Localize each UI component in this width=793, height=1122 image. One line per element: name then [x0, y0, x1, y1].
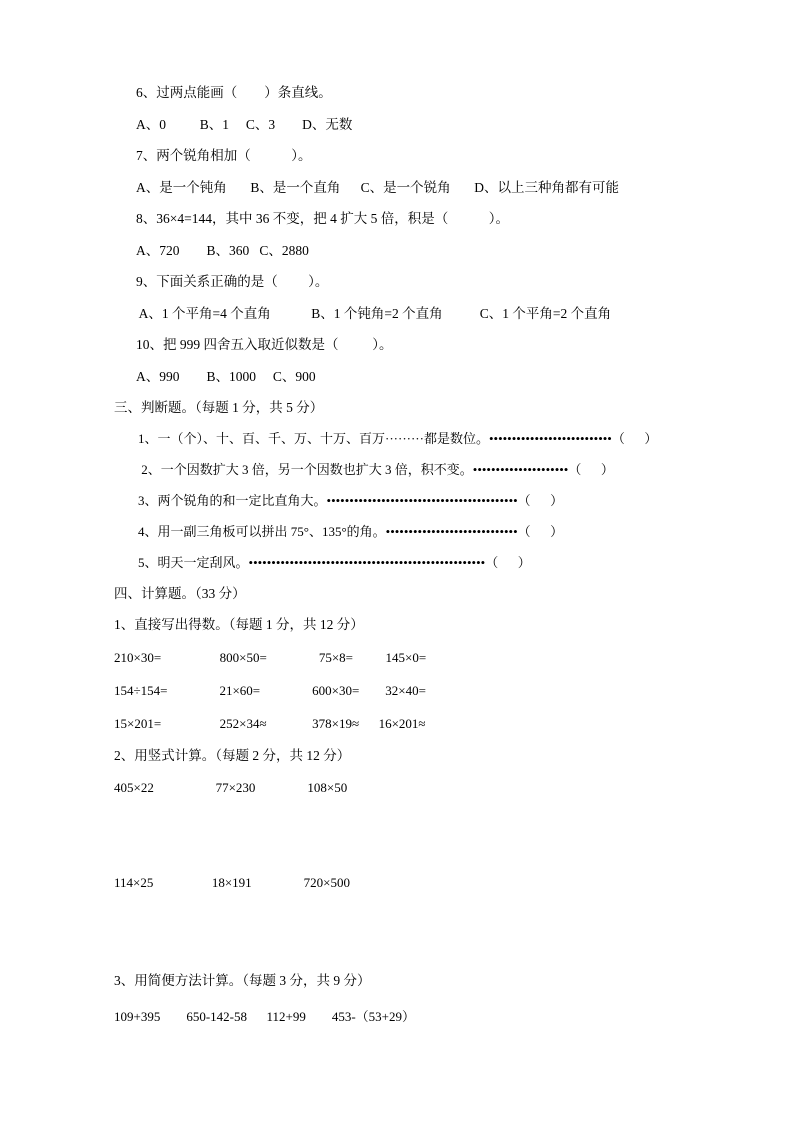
question-6-options: A、0 B、1 C、3 D、无数 — [136, 116, 353, 132]
work-space-2 — [108, 908, 688, 964]
true-false-item-1 — [108, 432, 688, 445]
question-9-options: A、1 个平角=4 个直角 B、1 个钝角=2 个直角 C、1 个平角=2 个直角 — [136, 305, 612, 321]
question-8-options: A、720 B、360 C、2880 — [136, 242, 309, 258]
part-1-row-2: 154÷154= 21×60= 600×30= 32×40= — [114, 682, 426, 698]
tf-5-answer-bracket[interactable]: （ ） — [485, 554, 531, 570]
tf-3-text: 3、两个锐角的和一定比直角大。 — [138, 492, 327, 508]
part-1-heading: 1、直接写出得数。（每题 1 分，共 12 分） — [114, 617, 364, 632]
question-10: 10、把 999 四舍五入取近似数是（ ）。 — [136, 337, 393, 352]
tf-2-answer-bracket[interactable]: （ ） — [568, 461, 614, 477]
part-3-heading: 3、用简便方法计算。（每题 3 分，共 9 分） — [114, 973, 371, 988]
work-space-1 — [108, 813, 688, 875]
question-9: 9、下面关系正确的是（ ）。 — [136, 274, 329, 289]
tf-5-dots: •••••••••••••••••••••••••••••••••••••••••••••••••••• — [248, 554, 486, 570]
true-false-item-5 — [108, 556, 688, 569]
question-10-options: A、990 B、1000 C、900 — [136, 368, 316, 384]
part-2-row-2: 114×25 18×191 720×500 — [114, 875, 351, 890]
part-1-row-1: 210×30= 800×50= 75×8= 145×0= — [114, 649, 427, 665]
tf-4-dots: ••••••••••••••••••••••••••••• — [385, 523, 518, 539]
true-false-item-2 — [108, 463, 688, 476]
tf-2-text: 2、一个因数扩大 3 倍，另一个因数也扩大 3 倍，积不变。 — [138, 461, 473, 477]
true-false-item-3 — [108, 494, 688, 507]
part-2-heading: 2、用竖式计算。（每题 2 分，共 12 分） — [114, 747, 351, 763]
tf-4-text: 4、用一副三角板可以拼出 75°、135°的角。 — [138, 523, 386, 539]
question-6: 6、过两点能画（ ）条直线。 — [136, 85, 332, 100]
part-2-row-1: 405×22 77×230 108×50 — [114, 780, 348, 795]
tf-5-text: 5、明天一定刮风。 — [138, 554, 249, 570]
tf-1-text: 1、一（个）、十、百、千、万、十万、百万·········都是数位。 — [138, 430, 489, 446]
part-1-row-3: 15×201= 252×34≈ 378×19≈ 16×201≈ — [114, 715, 426, 731]
tf-3-answer-bracket[interactable]: （ ） — [517, 492, 564, 508]
section-three-heading: 三、判断题。（每题 1 分，共 5 分） — [114, 400, 324, 415]
part-3-row-1: 109+395 650-142-58 112+99 453-（53+29） — [114, 1008, 415, 1024]
tf-3-dots: •••••••••••••••••••••••••••••••••••••••••• — [326, 492, 518, 508]
tf-4-answer-bracket[interactable]: （ ） — [517, 523, 564, 539]
worksheet-content — [108, 86, 688, 1042]
section-four-heading: 四、计算题。（33 分） — [114, 585, 246, 601]
question-7: 7、两个锐角相加（ ）。 — [136, 148, 312, 163]
tf-1-dots: ••••••••••••••••••••••••••• — [488, 430, 612, 446]
tf-2-dots: ••••••••••••••••••••• — [472, 461, 569, 477]
question-7-options: A、是一个钝角 B、是一个直角 C、是一个锐角 D、以上三种角都有可能 — [136, 179, 620, 195]
tf-1-answer-bracket[interactable]: （ ） — [611, 430, 658, 446]
true-false-item-4 — [108, 525, 688, 538]
question-8: 8、36×4=144，其中 36 不变，把 4 扩大 5 倍，积是（ ）。 — [136, 211, 509, 226]
